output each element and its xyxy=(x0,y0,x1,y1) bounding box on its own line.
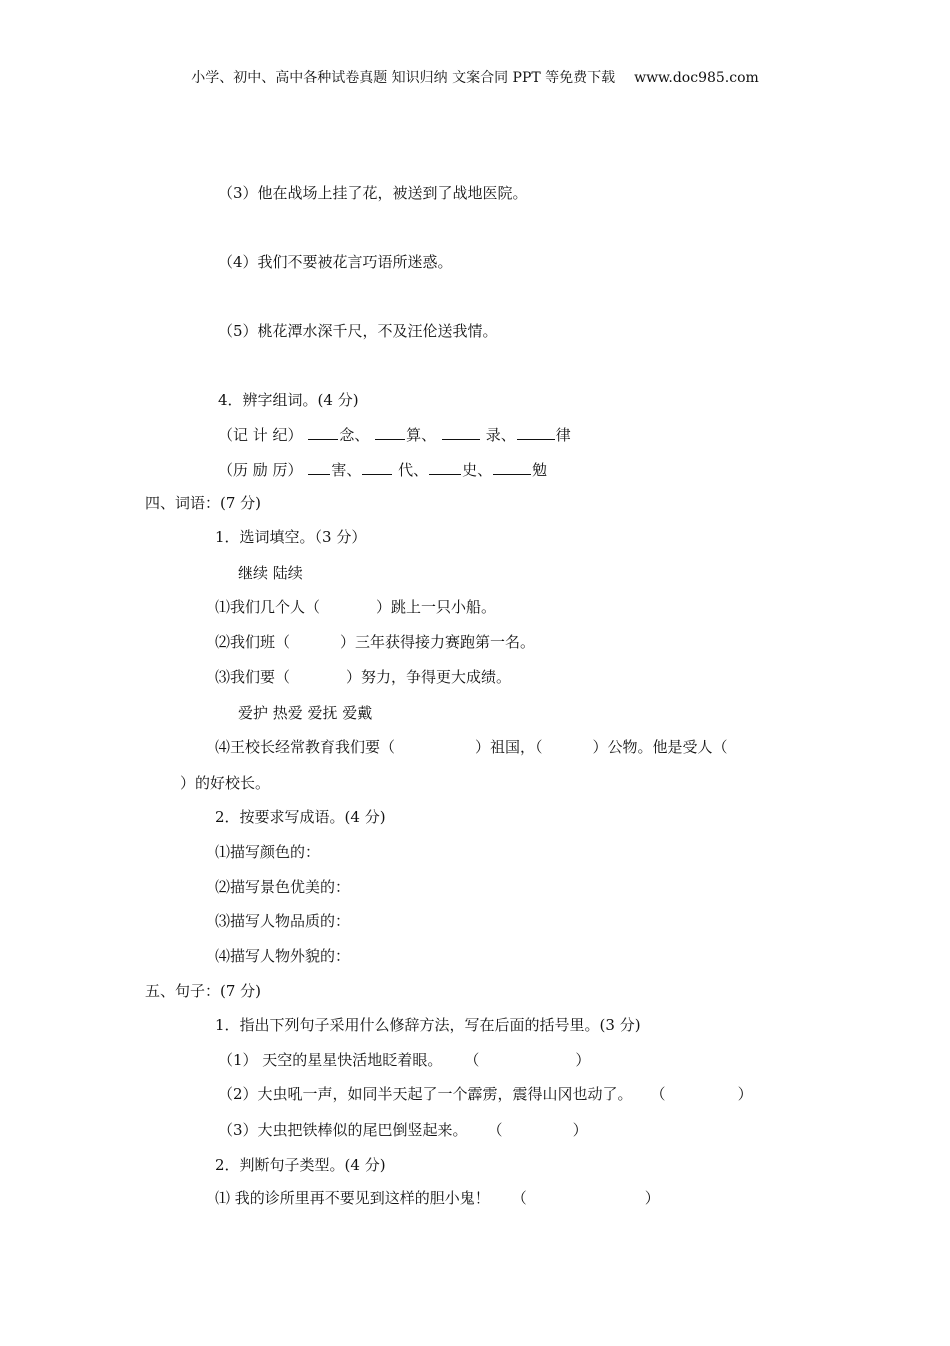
fill-sentence-4-cont: ）的好校长。 xyxy=(180,774,271,792)
header-text: 小学、初中、高中各种试卷真题 知识归纳 文案合同 PPT 等免费下载 xyxy=(191,70,616,86)
sentence-part: ）三年获得接力赛跑第一名。 xyxy=(340,633,536,651)
sentence-item-5: （5）桃花潭水深千尺，不及汪伦送我情。 xyxy=(218,322,498,340)
char-group-label: （记 计 纪） xyxy=(218,426,303,444)
sentence-part: ⑷王校长经常教育我们要（ xyxy=(215,738,396,756)
sentence-part: ⑶我们要（ xyxy=(215,668,291,686)
fill-sentence-1 xyxy=(215,597,496,617)
paren-open: （ xyxy=(487,1121,503,1139)
section-5-title: 五、句子：(7 分) xyxy=(145,982,262,1000)
word-suffix: 害、 xyxy=(331,461,362,479)
word-suffix: 勉 xyxy=(532,461,548,479)
paren-close: ） xyxy=(737,1085,753,1103)
fill-blank[interactable] xyxy=(362,459,392,475)
fill-blank[interactable] xyxy=(493,459,531,475)
sentence-part: ）公物。他是受人（ xyxy=(592,738,728,756)
fill-blank[interactable] xyxy=(442,424,480,440)
sentence-part: ）努力，争得更大成绩。 xyxy=(346,668,512,686)
rhetoric-sentence-1 xyxy=(218,1050,590,1070)
header-url: www.doc985.com xyxy=(634,70,759,86)
paren-open: （ xyxy=(464,1051,480,1069)
word-suffix: 律 xyxy=(555,426,571,444)
sentence-part: ⑴我们几个人（ xyxy=(215,598,321,616)
word-choices-2: 爱护 热爱 爱抚 爱戴 xyxy=(238,704,373,722)
section-5-q1-title: 1．指出下列句子采用什么修辞方法，写在后面的括号里。(3 分) xyxy=(215,1016,641,1034)
fill-sentence-3 xyxy=(215,667,511,687)
fill-sentence-2 xyxy=(215,632,535,652)
paren-close: ） xyxy=(644,1189,660,1207)
paren-open: （ xyxy=(511,1189,527,1207)
section-4-title: 四、词语：(7 分) xyxy=(145,494,262,512)
fill-sentence-4 xyxy=(215,737,728,757)
section-5-q2-title: 2．判断句子类型。(4 分) xyxy=(215,1156,386,1174)
sentence-part: ）祖国，（ xyxy=(475,738,543,756)
sentence-text: ⑴ 我的诊所里再不要见到这样的胆小鬼！ xyxy=(215,1189,490,1207)
sentence-part: ）跳上一只小船。 xyxy=(376,598,497,616)
idiom-item-4: ⑷描写人物外貌的： xyxy=(215,947,351,965)
sentence-text: （2）大虫吼一声，如同半天起了一个霹雳，震得山冈也动了。 xyxy=(218,1085,633,1103)
word-suffix: 算、 xyxy=(406,426,437,444)
section-4-q1-title: 1．选词填空。（3 分） xyxy=(215,528,367,546)
section-4-q2-title: 2．按要求写成语。(4 分) xyxy=(215,808,386,826)
page-header xyxy=(0,68,950,88)
fill-blank[interactable] xyxy=(517,424,555,440)
rhetoric-sentence-3 xyxy=(218,1120,588,1140)
sentence-item-4: （4）我们不要被花言巧语所迷惑。 xyxy=(218,253,453,271)
char-group-row-2 xyxy=(218,459,547,480)
char-group-row-1 xyxy=(218,424,571,445)
idiom-item-3: ⑶描写人物品质的： xyxy=(215,912,351,930)
sentence-part: ⑵我们班（ xyxy=(215,633,291,651)
word-suffix: 代、 xyxy=(398,461,429,479)
question-4-title: 4．辨字组词。(4 分) xyxy=(218,391,359,409)
sentence-type-1 xyxy=(215,1188,660,1208)
fill-blank[interactable] xyxy=(308,424,338,440)
fill-blank[interactable] xyxy=(308,459,330,475)
word-suffix: 录、 xyxy=(485,426,516,444)
word-suffix: 史、 xyxy=(462,461,493,479)
fill-blank[interactable] xyxy=(429,459,461,475)
paren-close: ） xyxy=(575,1051,591,1069)
fill-blank[interactable] xyxy=(375,424,405,440)
rhetoric-sentence-2 xyxy=(218,1084,753,1104)
sentence-text: （3）大虫把铁棒似的尾巴倒竖起来。 xyxy=(218,1121,468,1139)
idiom-item-2: ⑵描写景色优美的： xyxy=(215,878,351,896)
word-suffix: 念、 xyxy=(339,426,370,444)
sentence-text: （1） 天空的星星快活地眨着眼。 xyxy=(218,1051,443,1069)
word-choices-1: 继续 陆续 xyxy=(238,564,303,582)
sentence-item-3: （3）他在战场上挂了花，被送到了战地医院。 xyxy=(218,184,528,202)
paren-close: ） xyxy=(572,1121,588,1139)
paren-open: （ xyxy=(650,1085,666,1103)
char-group-label: （历 励 厉） xyxy=(218,461,303,479)
idiom-item-1: ⑴描写颜色的： xyxy=(215,843,321,861)
